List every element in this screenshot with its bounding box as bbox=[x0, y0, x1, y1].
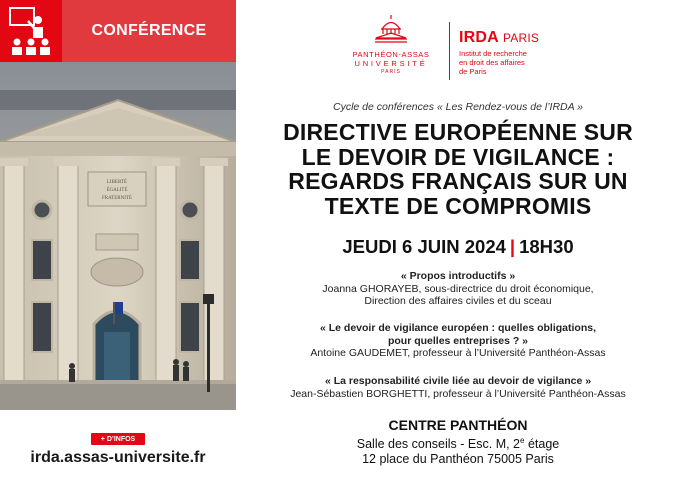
website-link[interactable]: irda.assas-universite.fr bbox=[30, 449, 206, 466]
talk-title: « Propos introductifs » bbox=[400, 270, 516, 282]
talk-speaker: Antoine GAUDEMET, professeur à l’Université Panthéon-Assas bbox=[310, 347, 606, 359]
talk-title: pour quelles entreprises ? » bbox=[387, 334, 529, 347]
event-day: JEUDI 6 JUIN 2024 bbox=[342, 236, 506, 257]
logo-divider bbox=[449, 22, 450, 80]
venue-room-sup: e bbox=[520, 436, 525, 445]
irda-subtitle bbox=[459, 49, 527, 76]
talk-title: « Le devoir de vigilance européen : quelles obligations, bbox=[320, 322, 596, 334]
irda-name: IRDA bbox=[459, 29, 499, 46]
category-header bbox=[0, 0, 236, 62]
conference-cycle: Cycle de conférences « Les Rendez-vous de l’IRDA » bbox=[333, 101, 583, 113]
irda-city: PARIS bbox=[502, 31, 540, 45]
venue-name: CENTRE PANTHÉON bbox=[388, 417, 528, 433]
title-line: DIRECTIVE EUROPÉENNE SUR bbox=[283, 119, 633, 145]
university-label: UNIVERSITÉ bbox=[354, 59, 428, 68]
more-info-badge: + D’INFOS bbox=[91, 433, 145, 445]
pantheon-dome-icon bbox=[371, 14, 411, 44]
venue-room-text: Salle des conseils - Esc. M, 2 bbox=[356, 437, 521, 452]
venue-room-suffix: étage bbox=[524, 437, 560, 452]
irda-subtitle-line: en droit des affaires bbox=[459, 58, 525, 67]
date-separator: | bbox=[509, 236, 516, 257]
event-title bbox=[236, 120, 680, 218]
title-line: REGARDS FRANÇAIS SUR UN bbox=[288, 168, 628, 194]
talk-item bbox=[236, 375, 680, 400]
building-photo bbox=[0, 62, 236, 410]
footer-area bbox=[0, 410, 236, 481]
talk-item bbox=[236, 270, 680, 308]
venue-address: 12 place du Panthéon 75005 Paris bbox=[362, 452, 554, 467]
talk-title: « La responsabilité civile liée au devoir de vigilance » bbox=[324, 375, 592, 387]
inscription-line: LIBERTÉ bbox=[106, 180, 128, 185]
talk-item bbox=[236, 322, 680, 360]
irda-logo-title bbox=[459, 29, 539, 47]
university-logo bbox=[344, 14, 438, 75]
university-city: PARIS bbox=[381, 69, 401, 75]
left-column bbox=[0, 0, 236, 481]
event-time: 18H30 bbox=[519, 236, 574, 257]
university-name: PANTHÉON-ASSAS bbox=[352, 50, 430, 59]
presenter-icon bbox=[0, 0, 62, 62]
inscription-line: ÉGALITÉ bbox=[106, 188, 128, 193]
venue-block bbox=[236, 418, 680, 467]
irda-subtitle-line: Institut de recherche bbox=[459, 49, 527, 58]
conference-badge: CONFÉRENCE bbox=[62, 0, 236, 62]
talk-speaker: Direction des affaires civiles et du sceau bbox=[364, 295, 552, 307]
inscription-line: FRATERNITÉ bbox=[102, 196, 132, 201]
event-date bbox=[236, 236, 680, 258]
venue-room bbox=[236, 433, 680, 452]
talk-speaker: Jean-Sébastien BORGHETTI, professeur à l’Université Panthéon-Assas bbox=[290, 387, 626, 400]
title-line: LE DEVOIR DE VIGILANCE : bbox=[301, 143, 615, 170]
talk-speaker: Joanna GHORAYEB, sous-directrice du droit économique, bbox=[322, 282, 594, 295]
irda-subtitle-line: de Paris bbox=[459, 67, 487, 76]
title-line: TEXTE DE COMPROMIS bbox=[324, 192, 592, 219]
